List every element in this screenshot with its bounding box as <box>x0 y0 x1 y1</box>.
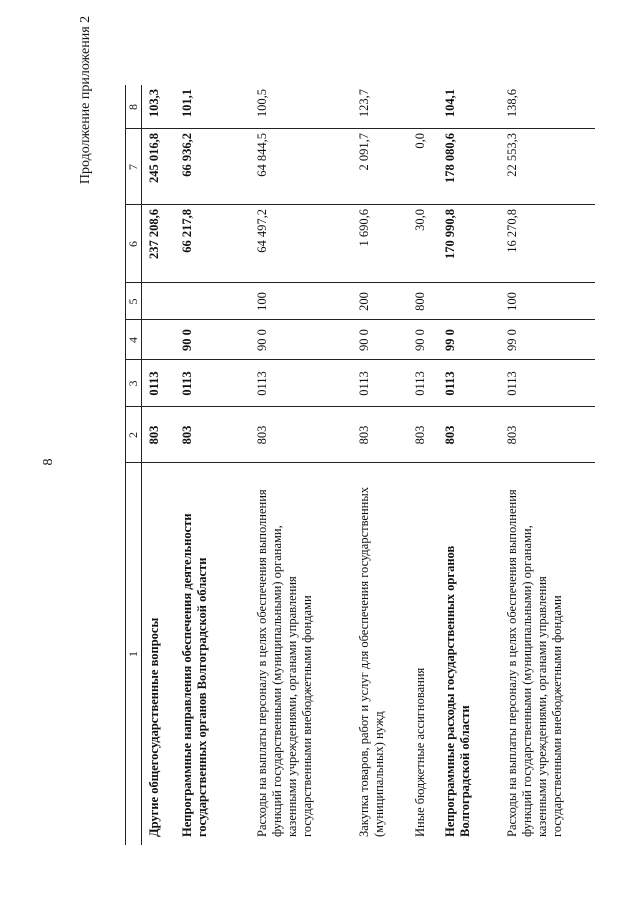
row-c2: 803 <box>255 425 269 445</box>
row-c2: 803 <box>505 425 519 445</box>
row-c5: 100 <box>255 292 269 311</box>
row-c7: 178 080,6 <box>443 133 457 183</box>
col-header-3: 3 <box>126 380 140 387</box>
row-c6: 66 217,8 <box>180 209 194 253</box>
row-c7: 0,0 <box>413 133 427 149</box>
col-header-5: 5 <box>126 298 140 305</box>
row-c4: 90 0 <box>255 329 269 351</box>
row-c6: 170 990,8 <box>443 209 457 259</box>
row-c5: 100 <box>505 292 519 311</box>
row-c4: 90 0 <box>413 329 427 351</box>
row-c7: 22 553,3 <box>505 133 519 177</box>
col-header-4: 4 <box>126 337 140 343</box>
row-c7: 66 936,2 <box>180 133 194 177</box>
row-c8: 101,1 <box>180 89 194 118</box>
row-c5: 800 <box>413 292 427 311</box>
appendix-caption: Продолжение приложения 2 <box>78 15 93 185</box>
col-header-6: 6 <box>126 241 140 247</box>
budget-table <box>125 85 595 845</box>
col-header-1: 1 <box>126 651 140 657</box>
row-name: Расходы на выплаты персоналу в целях обеспечения выполнения функций государственными (муниципальными) органами, казенными учреждениями, органами управления государственными внебюджетными фондами <box>505 489 564 837</box>
row-c5: 200 <box>357 292 371 311</box>
row-c3: 0113 <box>413 371 427 396</box>
row-c3: 0113 <box>180 371 194 396</box>
row-c3: 0113 <box>255 371 269 396</box>
row-c3: 0113 <box>357 371 371 396</box>
row-c6: 1 690,6 <box>357 209 371 247</box>
row-c6: 16 270,8 <box>505 209 519 253</box>
col-header-8: 8 <box>126 104 140 110</box>
row-c8: 123,7 <box>357 89 371 118</box>
row-c7: 245 016,8 <box>147 133 161 183</box>
row-c7: 64 844,5 <box>255 133 269 177</box>
row-c6: 64 497,2 <box>255 209 269 253</box>
row-c8: 100,5 <box>255 89 269 118</box>
row-name: Непрограммные направления обеспечения деятельности государственных органов Волгоградской области <box>180 513 209 837</box>
header-bottom-border <box>141 85 142 845</box>
row-c8: 104,1 <box>443 89 457 118</box>
row-c3: 0113 <box>147 371 161 396</box>
row-c7: 2 091,7 <box>357 133 371 171</box>
row-c3: 0113 <box>505 371 519 396</box>
row-c8: 138,6 <box>505 89 519 118</box>
row-c2: 803 <box>180 425 194 445</box>
row-c2: 803 <box>443 425 457 445</box>
row-name: Иные бюджетные ассигнования <box>413 667 427 837</box>
row-c4: 99 0 <box>443 329 457 351</box>
row-c4: 90 0 <box>180 329 194 351</box>
row-c2: 803 <box>147 425 161 445</box>
page-number: 8 <box>41 458 56 466</box>
row-name: Закупка товаров, работ и услуг для обеспечения государственных (муниципальных) нужд <box>357 486 386 837</box>
row-c6: 30,0 <box>413 209 427 231</box>
row-name: Непрограммные расходы государственных органов Волгоградской области <box>443 545 472 837</box>
row-c2: 803 <box>413 425 427 445</box>
row-c4: 90 0 <box>357 329 371 351</box>
row-c2: 803 <box>357 425 371 445</box>
row-c6: 237 208,6 <box>147 209 161 259</box>
row-name: Расходы на выплаты персоналу в целях обеспечения выполнения функций государственными (муниципальными) органами, казенными учреждениями, органами управления государственными внебюджетными фондами <box>255 489 314 837</box>
col-header-2: 2 <box>126 432 140 438</box>
row-c8: 103,3 <box>147 89 161 118</box>
row-c3: 0113 <box>443 371 457 396</box>
row-c4: 99 0 <box>505 329 519 351</box>
row-name: Другие общегосударственные вопросы <box>147 617 161 837</box>
col-header-7: 7 <box>126 164 140 170</box>
